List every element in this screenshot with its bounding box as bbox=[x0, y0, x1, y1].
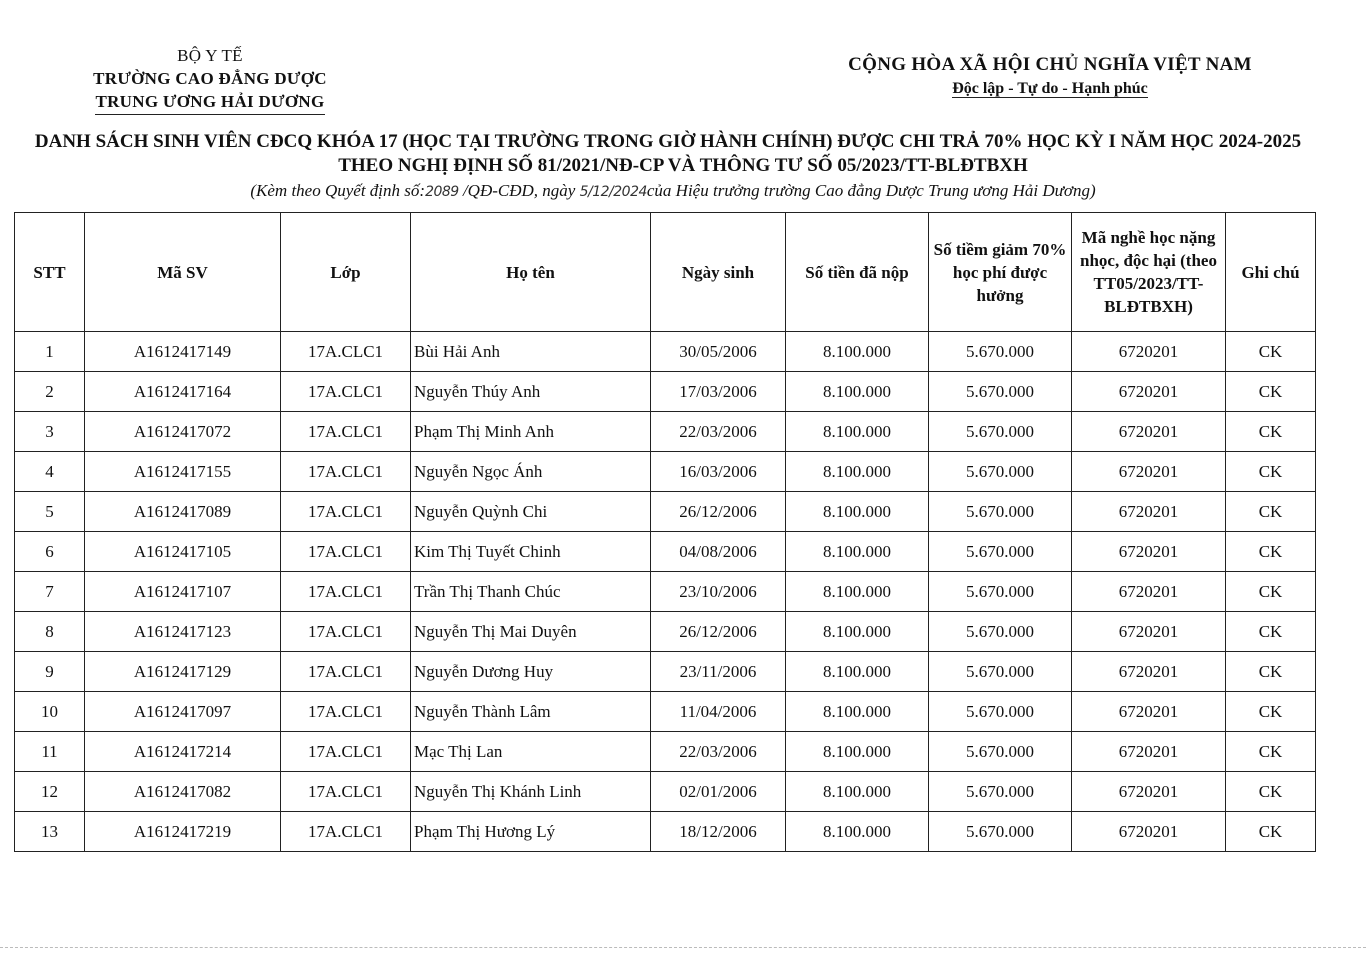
cell-reduction: 5.670.000 bbox=[929, 612, 1072, 652]
cell-birth-date: 04/08/2006 bbox=[651, 532, 786, 572]
cell-student-id: A1612417214 bbox=[85, 732, 281, 772]
cell-stt: 4 bbox=[15, 452, 85, 492]
cell-stt: 3 bbox=[15, 412, 85, 452]
cell-student-id: A1612417129 bbox=[85, 652, 281, 692]
cell-reduction: 5.670.000 bbox=[929, 372, 1072, 412]
cell-full-name: Nguyễn Quỳnh Chi bbox=[411, 492, 651, 532]
cell-class: 17A.CLC1 bbox=[281, 332, 411, 372]
cell-student-id: A1612417164 bbox=[85, 372, 281, 412]
cell-full-name: Bùi Hải Anh bbox=[411, 332, 651, 372]
cell-birth-date: 23/11/2006 bbox=[651, 652, 786, 692]
cell-amount-paid: 8.100.000 bbox=[786, 572, 929, 612]
national-motto: Độc lập - Tự do - Hạnh phúc bbox=[952, 80, 1148, 97]
cell-note: CK bbox=[1226, 812, 1316, 852]
cell-class: 17A.CLC1 bbox=[281, 612, 411, 652]
cell-full-name: Phạm Thị Hương Lý bbox=[411, 812, 651, 852]
cell-note: CK bbox=[1226, 492, 1316, 532]
cell-reduction: 5.670.000 bbox=[929, 772, 1072, 812]
document-title-line2: THEO NGHỊ ĐỊNH SỐ 81/2021/NĐ-CP VÀ THÔNG TƯ SỐ 05/2023/TT-BLĐTBXH bbox=[338, 155, 1028, 176]
cell-occupation-code: 6720201 bbox=[1072, 332, 1226, 372]
cell-amount-paid: 8.100.000 bbox=[786, 652, 929, 692]
col-header-note: Ghi chú bbox=[1226, 213, 1316, 332]
cell-amount-paid: 8.100.000 bbox=[786, 452, 929, 492]
table-row bbox=[15, 612, 1316, 652]
cell-note: CK bbox=[1226, 572, 1316, 612]
cell-occupation-code: 6720201 bbox=[1072, 652, 1226, 692]
cell-class: 17A.CLC1 bbox=[281, 692, 411, 732]
cell-birth-date: 22/03/2006 bbox=[651, 732, 786, 772]
issuer-header bbox=[60, 44, 360, 115]
cell-reduction: 5.670.000 bbox=[929, 452, 1072, 492]
cell-reduction: 5.670.000 bbox=[929, 572, 1072, 612]
col-header-full-name: Họ tên bbox=[411, 213, 651, 332]
table-row bbox=[15, 532, 1316, 572]
cell-class: 17A.CLC1 bbox=[281, 572, 411, 612]
cell-reduction: 5.670.000 bbox=[929, 412, 1072, 452]
school-name-line1: TRƯỜNG CAO ĐẲNG DƯỢC bbox=[93, 69, 327, 88]
cell-full-name: Nguyễn Thị Mai Duyên bbox=[411, 612, 651, 652]
cell-class: 17A.CLC1 bbox=[281, 452, 411, 492]
subtitle-suffix: của Hiệu trưởng trường Cao đẳng Dược Trung ương Hải Dương) bbox=[646, 181, 1096, 200]
cell-full-name: Nguyễn Thành Lâm bbox=[411, 692, 651, 732]
col-header-occupation-code: Mã nghề học nặng nhọc, độc hại (theo TT05/2023/TT-BLĐTBXH) bbox=[1072, 213, 1226, 332]
cell-occupation-code: 6720201 bbox=[1072, 772, 1226, 812]
table-row bbox=[15, 652, 1316, 692]
table-row bbox=[15, 412, 1316, 452]
cell-occupation-code: 6720201 bbox=[1072, 812, 1226, 852]
cell-student-id: A1612417149 bbox=[85, 332, 281, 372]
cell-birth-date: 30/05/2006 bbox=[651, 332, 786, 372]
decision-date: 5/12/2024 bbox=[579, 184, 647, 200]
table-row bbox=[15, 732, 1316, 772]
table-row bbox=[15, 812, 1316, 852]
cell-amount-paid: 8.100.000 bbox=[786, 332, 929, 372]
table-row bbox=[15, 332, 1316, 372]
cell-stt: 10 bbox=[15, 692, 85, 732]
cell-amount-paid: 8.100.000 bbox=[786, 692, 929, 732]
cell-stt: 12 bbox=[15, 772, 85, 812]
student-list-table bbox=[14, 212, 1316, 852]
cell-amount-paid: 8.100.000 bbox=[786, 732, 929, 772]
cell-full-name: Mạc Thị Lan bbox=[411, 732, 651, 772]
cell-class: 17A.CLC1 bbox=[281, 772, 411, 812]
col-header-stt: STT bbox=[15, 213, 85, 332]
table-row bbox=[15, 772, 1316, 812]
cell-class: 17A.CLC1 bbox=[281, 412, 411, 452]
cell-birth-date: 16/03/2006 bbox=[651, 452, 786, 492]
cell-note: CK bbox=[1226, 452, 1316, 492]
table-row bbox=[15, 452, 1316, 492]
cell-full-name: Nguyễn Dương Huy bbox=[411, 652, 651, 692]
document-title: DANH SÁCH SINH VIÊN CĐCQ KHÓA 17 (HỌC TẠI TRƯỜNG TRONG GIỜ HÀNH CHÍNH) ĐƯỢC CHI TRẢ 70% HỌC KỲ I NĂM HỌC 2024-2025 bbox=[34, 131, 1302, 152]
cell-student-id: A1612417082 bbox=[85, 772, 281, 812]
cell-birth-date: 22/03/2006 bbox=[651, 412, 786, 452]
cell-amount-paid: 8.100.000 bbox=[786, 492, 929, 532]
cell-note: CK bbox=[1226, 772, 1316, 812]
school-name-line2: TRUNG ƯƠNG HẢI DƯƠNG bbox=[95, 90, 324, 115]
cell-birth-date: 23/10/2006 bbox=[651, 572, 786, 612]
cell-birth-date: 18/12/2006 bbox=[651, 812, 786, 852]
cell-reduction: 5.670.000 bbox=[929, 692, 1072, 732]
cell-note: CK bbox=[1226, 532, 1316, 572]
cell-note: CK bbox=[1226, 612, 1316, 652]
cell-birth-date: 17/03/2006 bbox=[651, 372, 786, 412]
table-header-row bbox=[15, 213, 1316, 332]
cell-note: CK bbox=[1226, 372, 1316, 412]
cell-occupation-code: 6720201 bbox=[1072, 532, 1226, 572]
col-header-amount-paid: Số tiền đã nộp bbox=[786, 213, 929, 332]
cell-note: CK bbox=[1226, 412, 1316, 452]
cell-occupation-code: 6720201 bbox=[1072, 492, 1226, 532]
cell-reduction: 5.670.000 bbox=[929, 812, 1072, 852]
cell-stt: 7 bbox=[15, 572, 85, 612]
cell-birth-date: 26/12/2006 bbox=[651, 492, 786, 532]
cell-student-id: A1612417105 bbox=[85, 532, 281, 572]
cell-stt: 1 bbox=[15, 332, 85, 372]
cell-occupation-code: 6720201 bbox=[1072, 412, 1226, 452]
national-header bbox=[820, 52, 1280, 100]
cell-class: 17A.CLC1 bbox=[281, 652, 411, 692]
cell-occupation-code: 6720201 bbox=[1072, 452, 1226, 492]
cell-student-id: A1612417107 bbox=[85, 572, 281, 612]
table-row bbox=[15, 372, 1316, 412]
cell-student-id: A1612417123 bbox=[85, 612, 281, 652]
subtitle-prefix: (Kèm theo Quyết định số: bbox=[250, 181, 426, 200]
col-header-birth-date: Ngày sinh bbox=[651, 213, 786, 332]
cell-student-id: A1612417097 bbox=[85, 692, 281, 732]
subtitle-middle: /QĐ-CĐD, ngày bbox=[462, 181, 576, 200]
cell-class: 17A.CLC1 bbox=[281, 812, 411, 852]
cell-amount-paid: 8.100.000 bbox=[786, 812, 929, 852]
cell-stt: 6 bbox=[15, 532, 85, 572]
cell-amount-paid: 8.100.000 bbox=[786, 412, 929, 452]
cell-occupation-code: 6720201 bbox=[1072, 732, 1226, 772]
decision-number: 2089 bbox=[425, 184, 459, 200]
cell-stt: 13 bbox=[15, 812, 85, 852]
document-subtitle bbox=[0, 178, 1366, 205]
cell-class: 17A.CLC1 bbox=[281, 492, 411, 532]
cell-full-name: Nguyễn Thị Khánh Linh bbox=[411, 772, 651, 812]
cell-full-name: Kim Thị Tuyết Chinh bbox=[411, 532, 651, 572]
cell-stt: 5 bbox=[15, 492, 85, 532]
cell-birth-date: 26/12/2006 bbox=[651, 612, 786, 652]
cell-birth-date: 11/04/2006 bbox=[651, 692, 786, 732]
ministry-name: BỘ Y TẾ bbox=[177, 46, 243, 65]
cell-note: CK bbox=[1226, 732, 1316, 772]
cell-student-id: A1612417219 bbox=[85, 812, 281, 852]
cell-reduction: 5.670.000 bbox=[929, 732, 1072, 772]
document-title-block bbox=[0, 130, 1366, 205]
cell-full-name: Nguyễn Thúy Anh bbox=[411, 372, 651, 412]
cell-note: CK bbox=[1226, 332, 1316, 372]
cell-stt: 11 bbox=[15, 732, 85, 772]
country-name: CỘNG HÒA XÃ HỘI CHỦ NGHĨA VIỆT NAM bbox=[848, 54, 1252, 75]
cell-occupation-code: 6720201 bbox=[1072, 612, 1226, 652]
table-row bbox=[15, 572, 1316, 612]
cell-amount-paid: 8.100.000 bbox=[786, 612, 929, 652]
cell-occupation-code: 6720201 bbox=[1072, 372, 1226, 412]
cell-reduction: 5.670.000 bbox=[929, 652, 1072, 692]
cell-occupation-code: 6720201 bbox=[1072, 572, 1226, 612]
cell-amount-paid: 8.100.000 bbox=[786, 772, 929, 812]
cell-stt: 9 bbox=[15, 652, 85, 692]
cell-full-name: Phạm Thị Minh Anh bbox=[411, 412, 651, 452]
cell-birth-date: 02/01/2006 bbox=[651, 772, 786, 812]
cell-class: 17A.CLC1 bbox=[281, 732, 411, 772]
cell-student-id: A1612417072 bbox=[85, 412, 281, 452]
cell-full-name: Nguyễn Ngọc Ánh bbox=[411, 452, 651, 492]
cell-stt: 8 bbox=[15, 612, 85, 652]
col-header-class: Lớp bbox=[281, 213, 411, 332]
page-bottom-divider bbox=[0, 947, 1366, 948]
table-row bbox=[15, 692, 1316, 732]
col-header-student-id: Mã SV bbox=[85, 213, 281, 332]
cell-student-id: A1612417089 bbox=[85, 492, 281, 532]
cell-amount-paid: 8.100.000 bbox=[786, 532, 929, 572]
cell-reduction: 5.670.000 bbox=[929, 492, 1072, 532]
cell-reduction: 5.670.000 bbox=[929, 532, 1072, 572]
cell-reduction: 5.670.000 bbox=[929, 332, 1072, 372]
cell-full-name: Trần Thị Thanh Chúc bbox=[411, 572, 651, 612]
col-header-reduction: Số tiềm giảm 70% học phí được hưởng bbox=[929, 213, 1072, 332]
cell-note: CK bbox=[1226, 692, 1316, 732]
cell-class: 17A.CLC1 bbox=[281, 372, 411, 412]
cell-occupation-code: 6720201 bbox=[1072, 692, 1226, 732]
table-row bbox=[15, 492, 1316, 532]
cell-amount-paid: 8.100.000 bbox=[786, 372, 929, 412]
cell-class: 17A.CLC1 bbox=[281, 532, 411, 572]
cell-stt: 2 bbox=[15, 372, 85, 412]
cell-note: CK bbox=[1226, 652, 1316, 692]
cell-student-id: A1612417155 bbox=[85, 452, 281, 492]
